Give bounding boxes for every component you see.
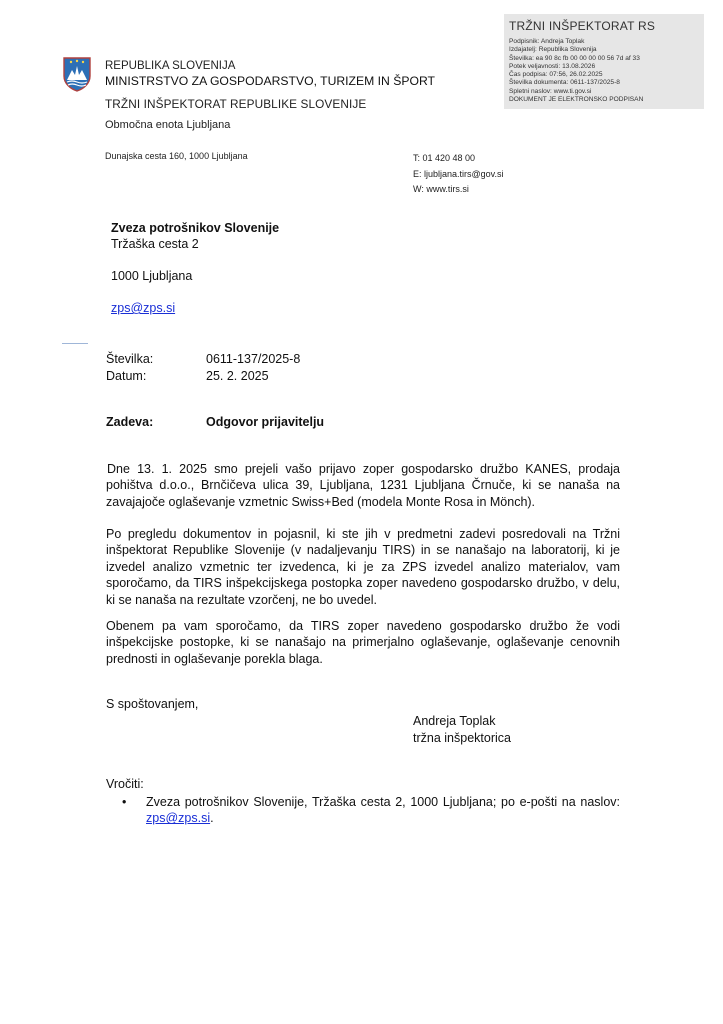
delivery-item-text: Zveza potrošnikov Slovenije, Tržaška cesta 2, 1000 Ljubljana; po e-pošti na naslov: <box>146 795 620 809</box>
recipient-name: Zveza potrošnikov Slovenije <box>111 221 280 235</box>
header-email: E: ljubljana.tirs@gov.si <box>413 168 504 179</box>
signature-details <box>509 38 643 104</box>
signature-line: Številka: ea 90 8c fb 00 00 00 00 56 7d af 33 <box>509 54 640 62</box>
recipient-city: 1000 Ljubljana <box>111 269 193 283</box>
electronic-signature-box <box>504 14 704 109</box>
body-paragraph-3: Obenem pa vam sporočamo, da TIRS zoper navedeno gospodarsko družbo že vodi inšpekcijske postopke, ki se nanašajo na primerjalno oglaševanje, oglaševanje cenovnih prednosti in oglaševanje porekla blaga. <box>106 619 620 666</box>
signature-line: Potek veljavnosti: 13.08.2026 <box>509 62 596 70</box>
header-phone: T: 01 420 48 00 <box>413 153 476 163</box>
signer-name: Andreja Toplak <box>413 714 496 728</box>
signer-title: tržna inšpektorica <box>413 731 511 745</box>
document-date-value: 25. 2. 2025 <box>206 369 269 383</box>
divider <box>62 343 88 344</box>
header-unit: Območna enota Ljubljana <box>105 119 231 131</box>
signature-line: Čas podpisa: 07:56, 26.02.2025 <box>509 71 603 79</box>
signature-line: Podpisnik: Andreja Toplak <box>509 38 585 45</box>
header-web: W: www.tirs.si <box>413 184 469 194</box>
document-number-row <box>106 352 300 366</box>
delivery-email-link[interactable]: zps@zps.si <box>146 811 211 826</box>
header-contact <box>413 151 504 198</box>
header-ministry: MINISTRSTVO ZA GOSPODARSTVO, TURIZEM IN ŠPORT <box>105 74 436 88</box>
document-date-row <box>106 369 269 383</box>
delivery-item-end: . <box>210 811 214 826</box>
signature-line: Spletni naslov: www.ti.gov.si <box>509 87 592 95</box>
header-inspectorate: TRŽNI INŠPEKTORAT REPUBLIKE SLOVENIJE <box>105 97 367 111</box>
body-paragraph-1: Dne 13. 1. 2025 smo prejeli vašo prijavo zoper gospodarsko družbo KANES, prodaja pohištva d.o.o., Brnčičeva ulica 39, Ljubljana, 1231 Ljubljana Črnuče, ki se nanaša na zavajajoče oglaševanje vzmetnic Swiss+Bed (modela Monte Rosa in Mönch). <box>106 462 620 509</box>
recipient-email-link[interactable]: zps@zps.si <box>111 301 176 315</box>
document-date-label: Datum: <box>106 369 147 383</box>
body-paragraph-2: Po pregledu dokumentov in pojasnil, ki ste jih v predmetni zadevi posredovali na Tržni inšpektorat Republike Slovenije (v nadaljevanju TIRS) in se nanašajo na laboratorij, ki je izvedel analizo vzmetnic ter izvedenca, ki je za ZPS izvedel analizo materialov, vam sporočamo, da TIRS inšpekcijskega postopka zoper navedeno gospodarsko družbo, v delu, ki se nanaša na rezultate vzorčenj, ne bo uvedel. <box>106 527 620 607</box>
bullet-icon: • <box>122 795 127 809</box>
recipient-block <box>111 220 279 316</box>
slovenia-coat-of-arms-icon <box>62 56 92 92</box>
closing-greeting: S spoštovanjem, <box>106 697 199 711</box>
signature-title: TRŽNI INŠPEKTORAT RS <box>509 19 656 33</box>
subject-value: Odgovor prijavitelju <box>206 415 325 429</box>
document-number-label: Številka: <box>106 352 154 366</box>
header-republic: REPUBLIKA SLOVENIJA <box>105 60 236 72</box>
subject-row <box>106 415 324 429</box>
header-address: Dunajska cesta 160, 1000 Ljubljana <box>105 151 248 161</box>
signature-line: Številka dokumenta: 0611-137/2025-8 <box>509 79 620 87</box>
document-number-value: 0611-137/2025-8 <box>206 352 301 366</box>
delivery-label: Vročiti: <box>106 777 144 791</box>
recipient-street: Tržaška cesta 2 <box>111 237 199 251</box>
signature-line: DOKUMENT JE ELEKTRONSKO PODPISAN <box>509 96 644 104</box>
signer-block <box>413 713 511 747</box>
subject-label: Zadeva: <box>106 415 154 429</box>
signature-line: Izdajatelj: Republika Slovenija <box>509 46 597 54</box>
